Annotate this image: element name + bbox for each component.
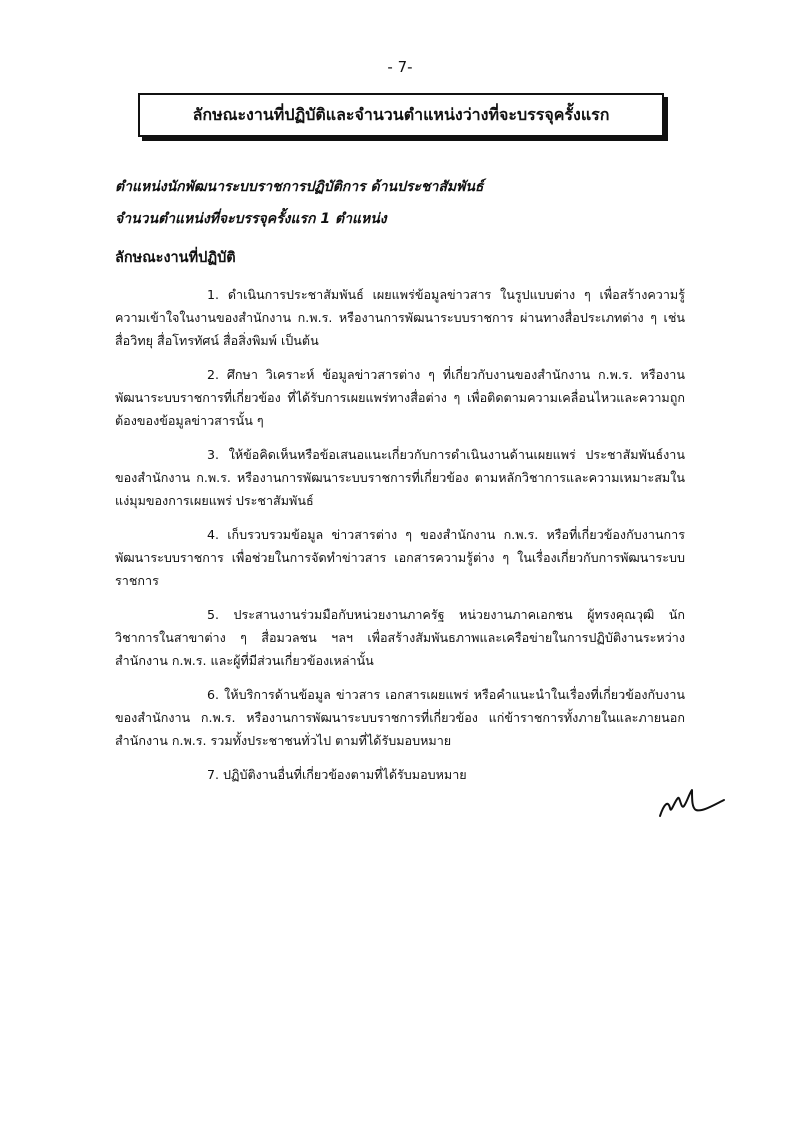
duty-item: 6. ให้บริการด้านข้อมูล ข่าวสาร เอกสารเผยแพร่ หรือคำแนะนำในเรื่องที่เกี่ยวข้องกับงานของสำนักงาน ก.พ.ร. หรืองานการพัฒนาระบบราชการที่เกี่ยวข้อง แก่ข้าราชการทั้งภายในและภายนอกสำนักงาน ก.พ.ร. รวมทั้งประชาชนทั่วไป ตามที่ได้รับมอบหมาย xyxy=(115,687,685,748)
duties-list xyxy=(115,283,685,797)
position-name: ตำแหน่งนักพัฒนาระบบราชการปฏิบัติการ ด้านประชาสัมพันธ์ xyxy=(115,179,484,195)
page-number: - 7- xyxy=(387,58,413,76)
duty-item: 5. ประสานงานร่วมมือกับหน่วยงานภาครัฐ หน่วยงานภาคเอกชน ผู้ทรงคุณวุฒิ นักวิชาการในสาขาต่าง ๆ สื่อมวลชน ฯลฯ เพื่อสร้างสัมพันธภาพและเครือข่ายในการปฏิบัติงานระหว่างสำนักงาน ก.พ.ร. และผู้ที่มีส่วนเกี่ยวข้องเหล่านั้น xyxy=(115,607,685,668)
duty-item: 7. ปฏิบัติงานอื่นที่เกี่ยวข้องตามที่ได้รับมอบหมาย xyxy=(207,767,467,782)
duty-item: 4. เก็บรวบรวมข้อมูล ข่าวสารต่าง ๆ ของสำนักงาน ก.พ.ร. หรือที่เกี่ยวข้องกับงานการพัฒนาระบบราชการ เพื่อช่วยในการจัดทำข่าวสาร เอกสารความรู้ต่าง ๆ ในเรื่องเกี่ยวกับการพัฒนาระบบราชการ xyxy=(115,527,685,588)
section-heading: ลักษณะงานที่ปฏิบัติ xyxy=(115,250,236,266)
duty-item: 1. ดำเนินการประชาสัมพันธ์ เผยแพร่ข้อมูลข่าวสาร ในรูปแบบต่าง ๆ เพื่อสร้างความรู้ความเข้าใจในงานของสำนักงาน ก.พ.ร. หรืองานการพัฒนาระบบราชการ ผ่านทางสื่อประเภทต่าง ๆ เช่น สื่อวิทยุ สื่อโทรทัศน์ สื่อสิ่งพิมพ์ เป็นต้น xyxy=(115,287,685,348)
signature-icon xyxy=(656,786,726,822)
duty-item: 3. ให้ข้อคิดเห็นหรือข้อเสนอแนะเกี่ยวกับการดำเนินงานด้านเผยแพร่ ประชาสัมพันธ์งานของสำนักงาน ก.พ.ร. หรืองานการพัฒนาระบบราชการที่เกี่ยวข้อง ตามหลักวิชาการและความเหมาะสมในแง่มุมของการเผยแพร่ ประชาสัมพันธ์ xyxy=(115,447,685,508)
document-title: ลักษณะงานที่ปฏิบัติและจำนวนตำแหน่งว่างที่จะบรรจุครั้งแรก xyxy=(192,104,610,124)
position-count: จำนวนตำแหน่งที่จะบรรจุครั้งแรก 1 ตำแหน่ง xyxy=(115,211,387,227)
title-box xyxy=(138,93,664,137)
duty-item: 2. ศึกษา วิเคราะห์ ข้อมูลข่าวสารต่าง ๆ ที่เกี่ยวกับงานของสำนักงาน ก.พ.ร. หรืองานพัฒนาระบบราชการที่เกี่ยวข้อง ที่ได้รับการเผยแพร่ทางสื่อต่าง ๆ เพื่อติดตามความเคลื่อนไหวและความถูกต้องของข้อมูลข่าวสารนั้น ๆ xyxy=(115,367,685,428)
